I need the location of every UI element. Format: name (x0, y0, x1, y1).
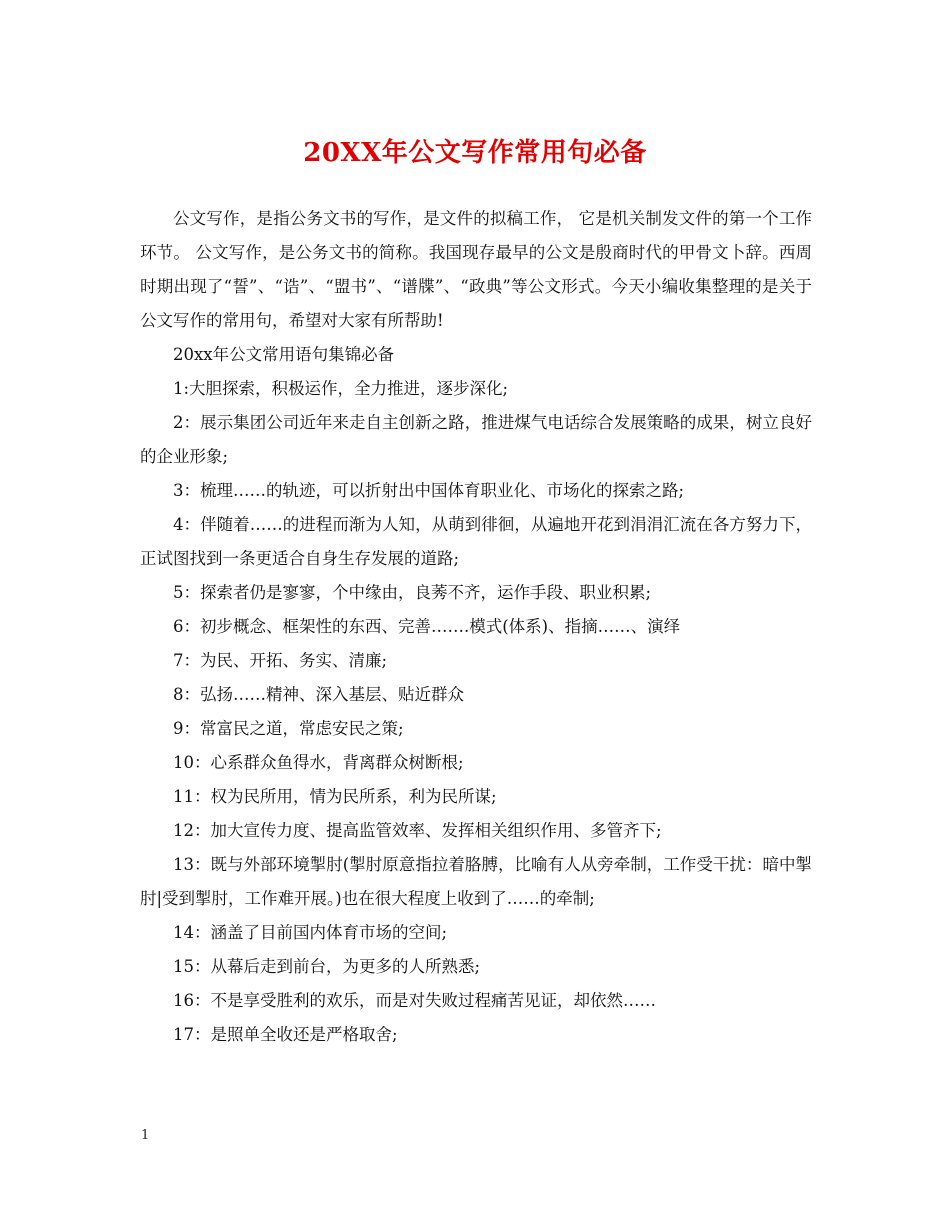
list-item: 7：为民、开拓、务实、清廉; (173, 651, 388, 670)
list-item: 4：伴随着……的进程而渐为人知，从萌到徘徊，从遍地开花到涓涓汇流在各方努力下，正试图找到一条更适合自身生存发展的道路; (140, 515, 812, 568)
list-item: 2：展示集团公司近年来走自主创新之路，推进煤气电话综合发展策略的成果，树立良好的企业形象; (140, 413, 812, 466)
list-item: 17：是照单全收还是严格取舍; (173, 1025, 398, 1044)
list-item: 5：探索者仍是寥寥，个中缘由，良莠不齐，运作手段、职业积累; (173, 583, 652, 602)
page-number: 1 (141, 1128, 150, 1143)
list-item: 15：从幕后走到前台，为更多的人所熟悉; (173, 957, 481, 976)
list-item: 1:大胆探索，积极运作，全力推进，逐步深化; (173, 379, 509, 398)
list-item: 13：既与外部环境掣肘(掣肘原意指拉着胳膊，比喻有人从旁牵制，工作受干扰：暗中掣肘|受到掣肘，工作难开展。)也在很大程度上收到了……的牵制; (140, 855, 812, 908)
list-item: 12：加大宣传力度、提高监管效率、发挥相关组织作用、多管齐下; (173, 821, 662, 840)
list-item: 8：弘扬……精神、深入基层、贴近群众 (173, 685, 464, 704)
section-subtitle: 20xx年公文常用语句集锦必备 (173, 345, 395, 364)
list-item: 16：不是享受胜利的欢乐，而是对失败过程痛苦见证，却依然…… (173, 991, 656, 1010)
list-item: 9：常富民之道，常虑安民之策; (173, 719, 404, 738)
document-title: 20XX年公文写作常用句必备 (303, 138, 647, 168)
list-item: 11：权为民所用，情为民所系，利为民所谋; (173, 787, 497, 806)
document-body (140, 202, 812, 1052)
list-item: 3：梳理……的轨迹，可以折射出中国体育职业化、市场化的探索之路; (173, 481, 685, 500)
intro-paragraph: 公文写作，是指公务文书的写作，是文件的拟稿工作， 它是机关制发文件的第一个工作环节。 公文写作，是公务文书的简称。我国现存最早的公文是殷商时代的甲骨文卜辞。西周时期出现了“誓”、“诰”、“盟书”、“谱牒”、“政典”等公文形式。今天小编收集整理的是关于公文写作的常用句，希望对大家有所帮助! (140, 209, 812, 330)
list-item: 14：涵盖了目前国内体育市场的空间; (173, 923, 448, 942)
list-item: 10：心系群众鱼得水，背离群众树断根; (173, 753, 464, 772)
list-item: 6：初步概念、框架性的东西、完善…….模式(体系)、指摘……、演绎 (173, 617, 681, 636)
